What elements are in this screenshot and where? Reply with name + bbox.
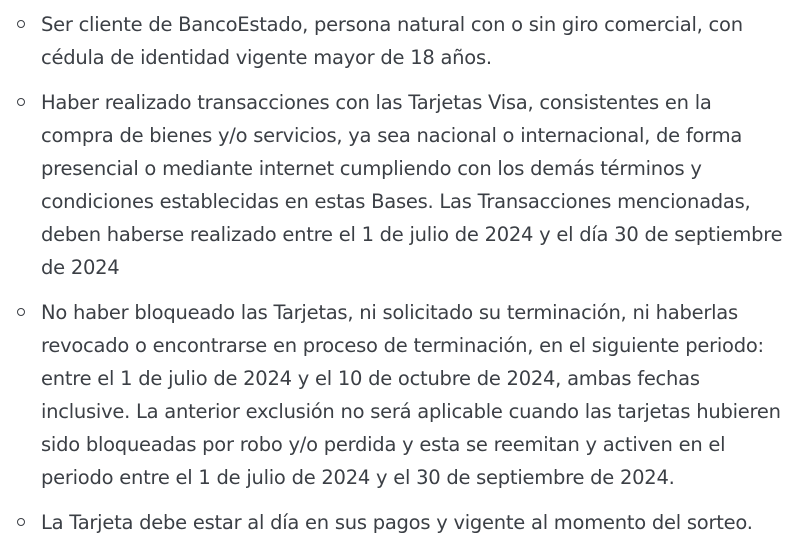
list-item-text: Ser cliente de BancoEstado, persona natural con o sin giro comercial, con cédula de identidad vigente mayor de 18 años. (41, 13, 743, 69)
list-item (0, 86, 800, 284)
hollow-circle-bullet-icon (17, 518, 25, 526)
list-item (0, 506, 800, 539)
list-item (0, 296, 800, 494)
list-item-text: Haber realizado transacciones con las Tarjetas Visa, consistentes en la compra de bienes y/o servicios, ya sea nacional o internacional, de forma presencial o mediante internet cumpliendo con los demás términos y condiciones establecidas en estas Bases. Las Transacciones mencionadas, deben haberse realizado entre el 1 de julio de 2024 y el día 30 de septiembre de 2024 (41, 91, 783, 279)
hollow-circle-bullet-icon (17, 98, 25, 106)
list-item (0, 8, 800, 74)
hollow-circle-bullet-icon (17, 20, 25, 28)
hollow-circle-bullet-icon (17, 308, 25, 316)
requirements-list (0, 8, 800, 539)
list-item-text: No haber bloqueado las Tarjetas, ni solicitado su terminación, ni haberlas revocado o encontrarse en proceso de terminación, en el siguiente periodo: entre el 1 de julio de 2024 y el 10 de octubre de 2024, ambas fechas inclusive. La anterior exclusión no será aplicable cuando las tarjetas hubieren sido bloqueadas por robo y/o perdida y esta se reemitan y activen en el periodo entre el 1 de julio de 2024 y el 30 de septiembre de 2024. (41, 301, 781, 489)
list-item-text: La Tarjeta debe estar al día en sus pagos y vigente al momento del sorteo. (41, 511, 753, 534)
